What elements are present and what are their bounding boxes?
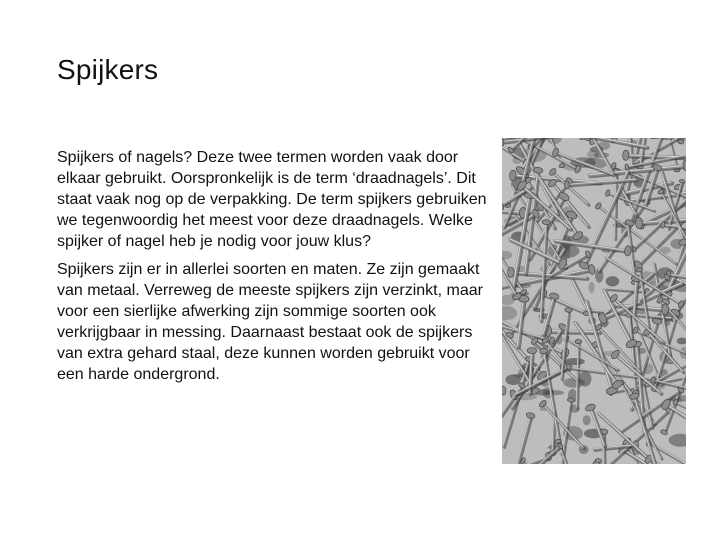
slide-title: Spijkers — [57, 54, 159, 85]
nails-photo — [502, 138, 686, 464]
body-paragraph-1: Spijkers of nagels? Deze twee termen worden vaak door elkaar gebruikt. Oorspronkelijk is de term ‘draadnagels’. Dit staat vaak nog op de verpakking. De term spijkers gebruiken we tegenwoordig het meest voor deze draadnagels. Welke spijker of nagel heb je nodig voor jouw klus? — [57, 149, 487, 250]
body-paragraph-2: Spijkers zijn er in allerlei soorten en maten. Ze zijn gemaakt van metaal. Verreweg de meeste spijkers zijn verzinkt, maar voor een sierlijke afwerking zijn sommige soorten ook verkrijgbaar in messing. Daarnaast bestaat ook de spijkers van extra gehard staal, deze kunnen worden gebruikt voor een harde ondergrond. — [57, 261, 483, 383]
nails-photo-icon — [502, 138, 686, 464]
slide-body — [57, 147, 489, 392]
